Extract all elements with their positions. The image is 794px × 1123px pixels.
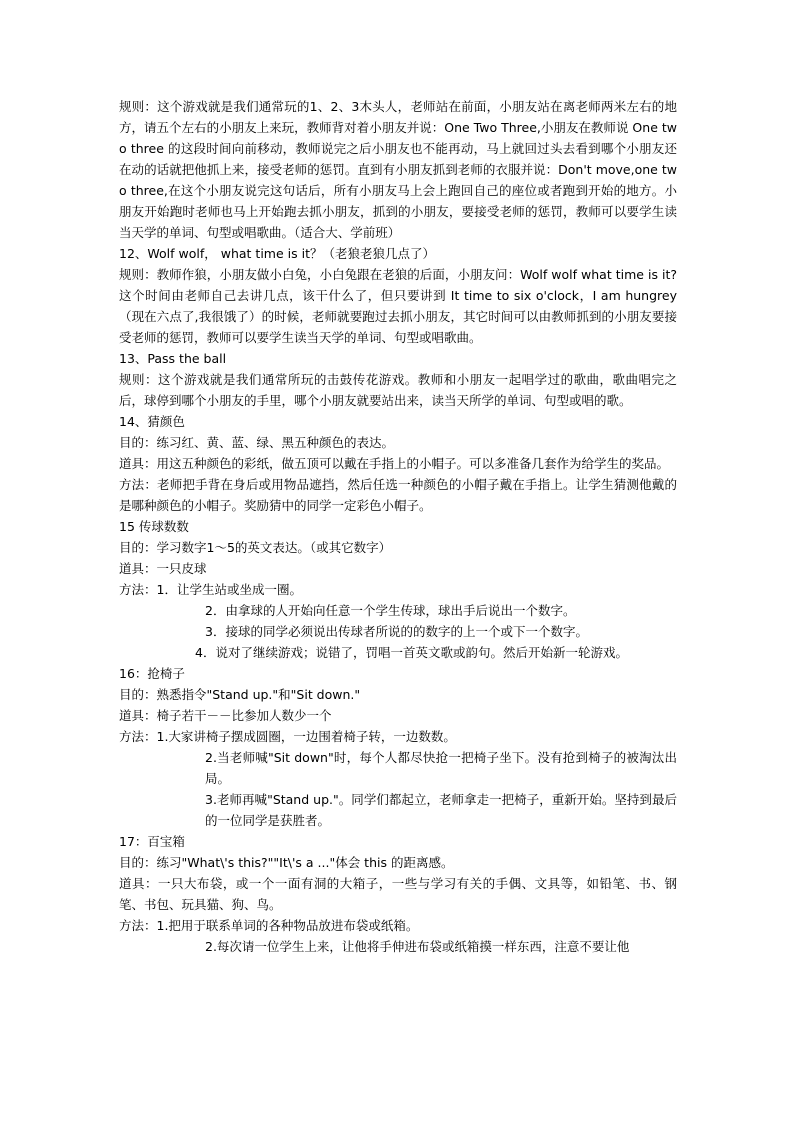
rule-paragraph-11: 规则：这个游戏就是我们通常玩的1、2、3木头人，老师站在前面，小朋友站在离老师两米左右的地方，请五个左右的小朋友上来玩，教师背对着小朋友并说：One Two Three,小朋友在教师说 One two three 的这段时间向前移动，教师说完之后小朋友也不能再动，马上就回过头去看到哪个小朋友还在动的话就把他抓上来，接受老师的惩罚。直到有小朋友抓到老师的衣服并说：Don't move,one two three,在这个小朋友说完这句话后，所有小朋友马上会上跑回自己的座位或者跑到开始的地方。小朋友开始跑时老师也马上开始跑去抓小朋友，抓到的小朋友，要接受老师的惩罚，教师可以要学生读当天学的单词、句型或唱歌曲。（适合大、学前班） (119, 99, 677, 240)
purpose-17: 目的：练习"What\'s this?""It\'s a ..."体会 this 的距离感。 (119, 855, 454, 870)
method-17-step-2: 2.每次请一位学生上来，让他将手伸进布袋或纸箱摸一样东西，注意不要让他 (205, 939, 630, 954)
method-15-step-4: 4．说对了继续游戏；说错了，罚唱一首英文歌或韵句。然后开始新一轮游戏。 (195, 645, 628, 660)
purpose-15: 目的：学习数字1～5的英文表达。（或其它数字） (119, 540, 392, 555)
props-16: 道具：椅子若干－－比参加人数少一个 (119, 708, 332, 723)
method-17-step-1: 方法：1.把用于联系单词的各种物品放进布袋或纸箱。 (119, 918, 419, 933)
game-title-14: 14、猜颜色 (119, 414, 185, 429)
method-14: 方法：老师把手背在身后或用物品遮挡，然后任选一种颜色的小帽子戴在手指上。让学生猜测他戴的是哪种颜色的小帽子。奖励猜中的同学一定彩色小帽子。 (119, 477, 677, 513)
game-title-13: 13、Pass the ball (119, 351, 227, 366)
method-16-step-1: 方法：1.大家讲椅子摆成圆圈，一边围着椅子转，一边数数。 (119, 729, 456, 744)
method-16-step-2: 2.当老师喊"Sit down"时，每个人都尽快抢一把椅子坐下。没有抢到椅子的被淘汰出局。 (205, 750, 677, 786)
method-16-step-3: 3.老师再喊"Stand up."。同学们都起立，老师拿走一把椅子，重新开始。坚持到最后的一位同学是获胜者。 (205, 792, 677, 828)
document-body (119, 96, 677, 957)
purpose-16: 目的：熟悉指令"Stand up."和"Sit down." (119, 687, 361, 702)
method-15-step-2: 2．由拿球的人开始向任意一个学生传球，球出手后说出一个数字。 (205, 603, 576, 618)
method-15-step-3: 3．接球的同学必须说出传球者所说的的数字的上一个或下一个数字。 (205, 624, 588, 639)
rule-paragraph-12: 规则：教师作狼，小朋友做小白兔，小白兔跟在老狼的后面，小朋友问：Wolf wolf what time is it?这个时间由老师自己去讲几点，该干什么了，但只要讲到 It time to six o'clock，I am hungrey（现在六点了,我很饿了）的时候，老师就要跑过去抓小朋友，其它时间可以由教师抓到的小朋友要接受老师的惩罚，教师可以要学生读当天学的单词、句型或唱歌曲。 (119, 267, 677, 345)
rule-paragraph-13: 规则：这个游戏就是我们通常所玩的击鼓传花游戏。教师和小朋友一起唱学过的歌曲，歌曲唱完之后，球停到哪个小朋友的手里，哪个小朋友就要站出来，读当天所学的单词、句型或唱的歌。 (119, 372, 677, 408)
game-title-17: 17：百宝箱 (119, 834, 185, 849)
props-15: 道具：一只皮球 (119, 561, 207, 576)
method-15-step-1: 方法：1．让学生站或坐成一圈。 (119, 582, 302, 597)
game-title-16: 16：抢椅子 (119, 666, 185, 681)
props-17: 道具：一只大布袋，或一个一面有洞的大箱子，一些与学习有关的手偶、文具等，如铅笔、书、钢笔、书包、玩具猫、狗、鸟。 (119, 876, 677, 912)
game-title-12: 12、Wolf wolf， what time is it？（老狼老狼几点了） (119, 246, 435, 261)
game-title-15: 15 传球数数 (119, 519, 189, 534)
props-14: 道具：用这五种颜色的彩纸，做五顶可以戴在手指上的小帽子。可以多准备几套作为给学生的奖品。 (119, 456, 670, 471)
purpose-14: 目的：练习红、黄、蓝、绿、黑五种颜色的表达。 (119, 435, 395, 450)
